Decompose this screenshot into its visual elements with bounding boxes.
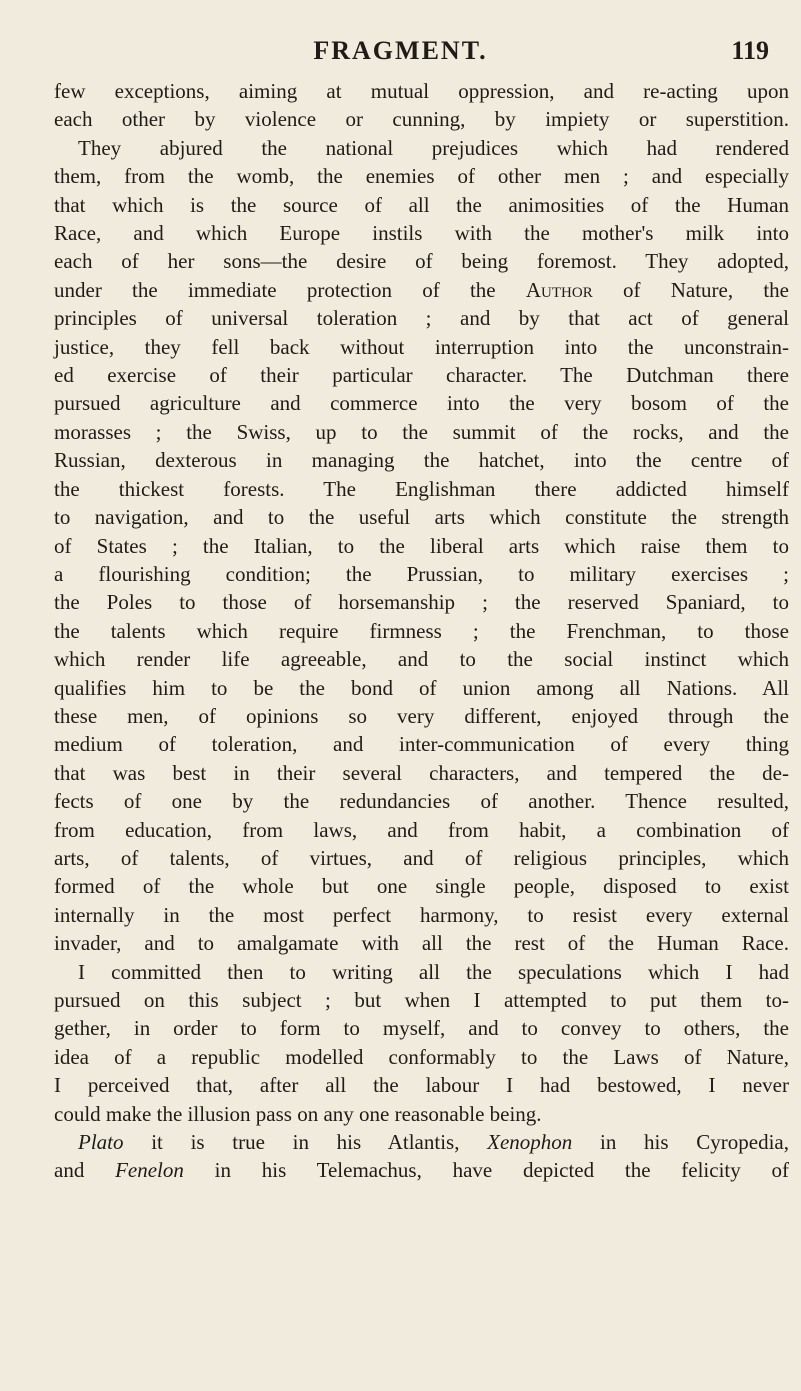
text-line: internally in the most perfect harmony, to resist every external xyxy=(54,902,789,927)
text-line: ed exercise of their particular character. The Dutchman there xyxy=(54,363,789,388)
text-run: under the immediate protection of the xyxy=(54,277,526,302)
name-plato: Plato xyxy=(78,1130,124,1155)
text-line: Race, and which Europe instils with the mother's milk into xyxy=(54,221,789,246)
text-line: arts, of talents, of virtues, and of religious principles, which xyxy=(54,845,789,870)
text-line xyxy=(54,276,789,304)
page-header xyxy=(0,28,801,74)
text-run: in his Cyropedia, xyxy=(572,1130,789,1155)
author-smallcaps: Author xyxy=(525,277,593,302)
text-line: of States ; the Italian, to the liberal arts which raise them to xyxy=(54,533,789,558)
text-line xyxy=(54,1156,789,1184)
text-line: gether, in order to form to myself, and to convey to others, the xyxy=(54,1016,789,1041)
text-line: that which is the source of all the animosities of the Human xyxy=(54,192,789,217)
running-head: FRAGMENT. xyxy=(313,36,488,65)
text-line: justice, they fell back without interruption into the unconstrain- xyxy=(54,334,789,359)
text-line: pursued on this subject ; but when I attempted to put them to- xyxy=(54,988,789,1012)
text-line xyxy=(54,1128,789,1156)
text-line: the Poles to those of horsemanship ; the reserved Spaniard, to xyxy=(54,590,789,615)
text-line: morasses ; the Swiss, up to the summit of the rocks, and the xyxy=(54,419,789,444)
text-line: the thickest forests. The Englishman there addicted himself xyxy=(54,476,789,501)
text-run: it is true in his Atlantis, xyxy=(123,1130,488,1155)
text-run: in his Telemachus, have depicted the felicity of xyxy=(183,1158,789,1183)
text-line: these men, of opinions so very different, enjoyed through the xyxy=(54,703,789,728)
text-line: each other by violence or cunning, by impiety or superstition. xyxy=(54,107,789,132)
body-text xyxy=(54,77,789,1185)
text-line: them, from the womb, the enemies of other men ; and especially xyxy=(54,164,789,189)
text-line: They abjured the national prejudices which had rendered xyxy=(78,135,789,160)
text-line: could make the illusion pass on any one reasonable being. xyxy=(54,1101,542,1126)
name-fenelon: Fenelon xyxy=(115,1158,184,1183)
text-run: of Nature, the xyxy=(592,277,789,302)
text-line: the talents which require firmness ; the Frenchman, to those xyxy=(54,618,789,643)
text-line: medium of toleration, and inter-communication of every thing xyxy=(54,732,789,757)
text-line: that was best in their several characters, and tempered the de- xyxy=(54,760,789,785)
text-line: formed of the whole but one single people, disposed to exist xyxy=(54,874,789,899)
text-line: fects of one by the redundancies of another. Thence resulted, xyxy=(54,789,789,814)
text-line: few exceptions, aiming at mutual oppression, and re-acting upon xyxy=(54,79,789,103)
text-run: and xyxy=(54,1158,116,1183)
name-xenophon: Xenophon xyxy=(487,1130,573,1155)
text-line: I committed then to writing all the speculations which I had xyxy=(78,959,789,984)
text-line: to navigation, and to the useful arts which constitute the strength xyxy=(54,505,789,530)
text-line: principles of universal toleration ; and by that act of general xyxy=(54,306,789,331)
text-line: each of her sons—the desire of being foremost. They adopted, xyxy=(54,249,789,274)
text-line: which render life agreeable, and to the social instinct which xyxy=(54,647,789,672)
text-line: Russian, dexterous in managing the hatchet, into the centre of xyxy=(54,448,789,473)
text-line: from education, from laws, and from habit, a combination of xyxy=(54,817,789,842)
text-line: I perceived that, after all the labour I had bestowed, I never xyxy=(54,1073,789,1098)
text-line: idea of a republic modelled conformably to the Laws of Nature, xyxy=(54,1044,789,1069)
text-line: qualifies him to be the bond of union among all Nations. All xyxy=(54,675,789,700)
text-line: invader, and to amalgamate with all the rest of the Human Race. xyxy=(54,931,789,956)
text-line: a flourishing condition; the Prussian, to military exercises ; xyxy=(54,561,789,586)
text-line: pursued agriculture and commerce into the very bosom of the xyxy=(54,391,789,416)
page-number: 119 xyxy=(731,36,769,65)
